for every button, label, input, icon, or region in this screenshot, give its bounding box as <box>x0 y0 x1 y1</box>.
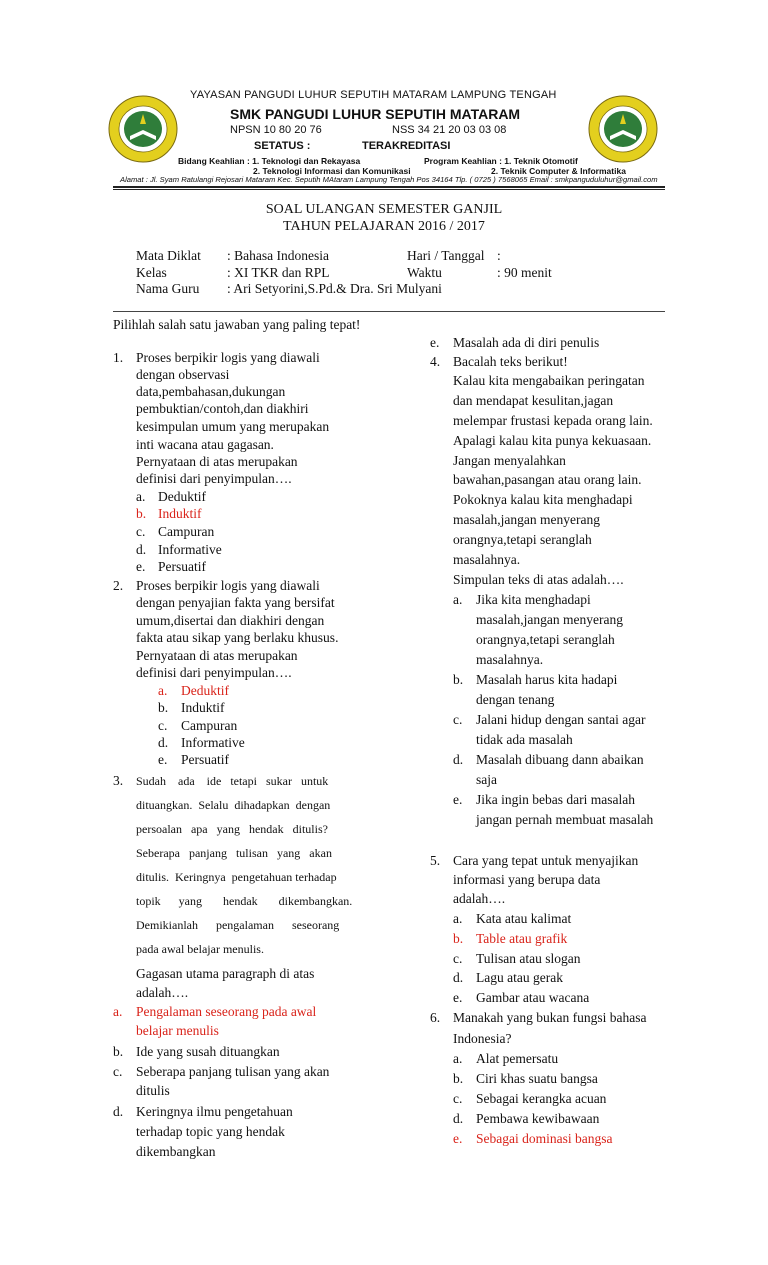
question-line: fakta atau sikap yang berlaku khusus. <box>136 630 339 645</box>
option-letter: e. <box>158 752 168 767</box>
option-text: Ciri khas suatu bangsa <box>476 1071 598 1086</box>
option-letter: d. <box>453 1111 464 1126</box>
header-divider <box>113 186 665 188</box>
option-letter-answer: b. <box>453 931 464 946</box>
question-number: 6. <box>430 1010 441 1025</box>
passage-line: masalah,jangan menyerang <box>453 512 600 527</box>
option-letter: e. <box>453 990 463 1005</box>
question-line: Indonesia? <box>453 1031 512 1046</box>
option-text: saja <box>476 772 497 787</box>
passage-line: dituangkan. Selalu dihadapkan dengan <box>136 798 331 812</box>
question-line: adalah…. <box>136 985 189 1000</box>
option-text: Campuran <box>158 524 215 539</box>
option-letter: c. <box>453 712 463 727</box>
option-letter: a. <box>453 1051 463 1066</box>
option-letter: a. <box>453 911 463 926</box>
info-label: Waktu <box>407 265 442 280</box>
option-letter: d. <box>453 970 464 985</box>
passage-line: Seberapa panjang tulisan yang akan <box>136 846 332 860</box>
option-letter: c. <box>136 524 146 539</box>
question-line: Pernyataan di atas merupakan <box>136 454 298 469</box>
question-line: informasi yang berupa data <box>453 872 601 887</box>
option-letter: d. <box>453 752 464 767</box>
option-text: Kata atau kalimat <box>476 911 572 926</box>
school-logo-right <box>588 94 658 164</box>
option-text: Jika kita menghadapi <box>476 592 591 607</box>
option-text-answer: Deduktif <box>181 683 229 698</box>
option-text: Tulisan atau slogan <box>476 951 581 966</box>
question-line: umum,disertai dan diakhiri dengan <box>136 613 325 628</box>
option-letter: d. <box>136 542 147 557</box>
option-letter: e. <box>430 335 440 350</box>
question-line: dengan penyajian fakta yang bersifat <box>136 595 335 610</box>
info-value: : Bahasa Indonesia <box>227 248 329 263</box>
option-letter: e. <box>453 792 463 807</box>
info-value: : Ari Setyorini,S.Pd.& Dra. Sri Mulyani <box>227 281 442 296</box>
option-letter: b. <box>113 1044 124 1059</box>
question-number: 5. <box>430 853 441 868</box>
bidang-1: Bidang Keahlian : 1. Teknologi dan Rekayasa <box>178 156 361 166</box>
school-logo-left <box>108 94 178 164</box>
question-line: dengan observasi <box>136 367 230 382</box>
question-line: Bacalah teks berikut! <box>453 354 568 369</box>
option-text: dikembangkan <box>136 1144 216 1159</box>
question-number: 4. <box>430 354 441 369</box>
info-value: : XI TKR dan RPL <box>227 265 330 280</box>
option-letter: b. <box>453 1071 464 1086</box>
passage-line: Kalau kita mengabaikan peringatan <box>453 373 645 388</box>
passage-line: bawahan,pasangan atau orang lain. <box>453 472 642 487</box>
passage-line: pada awal belajar menulis. <box>136 942 264 956</box>
info-divider <box>113 311 665 312</box>
option-text: Persuatif <box>181 752 229 767</box>
option-letter: a. <box>453 592 463 607</box>
option-text: Campuran <box>181 718 238 733</box>
school-name: SMK PANGUDI LUHUR SEPUTIH MATARAM <box>230 106 521 122</box>
question-line: Gagasan utama paragraph di atas <box>136 966 315 981</box>
question-line: inti wacana atau gagasan. <box>136 437 274 452</box>
option-text: masalah,jangan menyerang <box>476 612 623 627</box>
option-letter: c. <box>453 951 463 966</box>
option-text: masalahnya. <box>476 652 544 667</box>
question-line: Manakah yang bukan fungsi bahasa <box>453 1010 647 1025</box>
school-address: Alamat : Jl. Syam Ratulangi Rejosari Mataram Kec. Seputih MAtaram Lampung Tengah Pos 34164 Tlp. ( 0725 ) 7568065 Email : smkpanguduluhur@gmail.com <box>120 175 658 184</box>
question-line: Proses berpikir logis yang diawali <box>136 350 320 365</box>
passage-line: orangnya,tetapi seranglah <box>453 532 592 547</box>
option-text: Lagu atau gerak <box>476 970 563 985</box>
passage-line: dan mendapat kesulitan,jagan <box>453 393 614 408</box>
question-line: Pernyataan di atas merupakan <box>136 648 298 663</box>
option-text-answer: Induktif <box>158 506 202 521</box>
question-line: pembuktian/contoh,dan diakhiri <box>136 401 309 416</box>
passage-line: Pokoknya kalau kita menghadapi <box>453 492 633 507</box>
option-text: Keringnya ilmu pengetahuan <box>136 1104 293 1119</box>
option-letter-answer: a. <box>113 1004 123 1019</box>
option-text-answer: Table atau grafik <box>476 931 568 946</box>
option-letter: e. <box>136 559 146 574</box>
passage-line: melempar frustasi kepada orang lain. <box>453 413 653 428</box>
npsn: NPSN 10 80 20 76 <box>230 124 322 136</box>
question-number: 1. <box>113 350 124 365</box>
info-label: Nama Guru <box>136 281 200 296</box>
option-letter: b. <box>453 672 464 687</box>
status-value: TERAKREDITASI <box>362 140 451 152</box>
passage-line: topik yang hendak dikembangkan. <box>136 894 353 908</box>
question-line: definisi dari penyimpulan…. <box>136 471 292 486</box>
option-letter: a. <box>136 489 146 504</box>
option-text: Masalah ada di diri penulis <box>453 335 600 350</box>
option-text: Informative <box>181 735 245 750</box>
foundation-name: YAYASAN PANGUDI LUHUR SEPUTIH MATARAM LAMPUNG TENGAH <box>190 89 557 101</box>
option-text: Alat pemersatu <box>476 1051 559 1066</box>
program-1: Program Keahlian : 1. Teknik Otomotif <box>424 156 578 166</box>
passage-line: persoalan apa yang hendak ditulis? <box>136 822 328 836</box>
option-letter-answer: b. <box>136 506 147 521</box>
bidang-2: 2. Teknologi Informasi dan Komunikasi <box>253 166 411 176</box>
nss: NSS 34 21 20 03 03 08 <box>392 124 507 136</box>
option-text: terhadap topic yang hendak <box>136 1124 285 1139</box>
option-text: Jika ingin bebas dari masalah <box>476 792 635 807</box>
question-line: Cara yang tepat untuk menyajikan <box>453 853 639 868</box>
option-text-answer: belajar menulis <box>136 1023 219 1038</box>
passage-line: Demikianlah pengalaman seseorang <box>136 918 340 932</box>
option-text: Informative <box>158 542 222 557</box>
option-text: Jalani hidup dengan santai agar <box>476 712 646 727</box>
option-letter: d. <box>158 735 169 750</box>
info-value: : 90 menit <box>497 265 552 280</box>
option-text: Induktif <box>181 700 225 715</box>
passage-line: ditulis. Keringnya pengetahuan terhadap <box>136 870 337 884</box>
passage-line: Sudah ada ide tetapi sukar untuk <box>136 774 329 788</box>
option-text: Persuatif <box>158 559 206 574</box>
option-letter-answer: e. <box>453 1131 463 1146</box>
option-text: Ide yang susah dituangkan <box>136 1044 280 1059</box>
question-line: Simpulan teks di atas adalah…. <box>453 572 624 587</box>
passage-line: Jangan menyalahkan <box>453 453 566 468</box>
info-value: : <box>497 248 501 263</box>
option-text: Sebagai kerangka acuan <box>476 1091 607 1106</box>
option-text: Seberapa panjang tulisan yang akan <box>136 1064 330 1079</box>
option-text: Gambar atau wacana <box>476 990 590 1005</box>
option-text: Masalah dibuang dann abaikan <box>476 752 644 767</box>
option-letter: c. <box>113 1064 123 1079</box>
option-text: orangnya,tetapi seranglah <box>476 632 615 647</box>
option-text: ditulis <box>136 1083 170 1098</box>
question-line: Proses berpikir logis yang diawali <box>136 578 320 593</box>
option-text: dengan tenang <box>476 692 555 707</box>
passage-line: masalahnya. <box>453 552 521 567</box>
program-2: 2. Teknik Computer & Informatika <box>491 166 626 176</box>
question-number: 2. <box>113 578 124 593</box>
instruction: Pilihlah salah satu jawaban yang paling tepat! <box>113 317 361 332</box>
option-text: Deduktif <box>158 489 206 504</box>
question-line: kesimpulan umum yang merupakan <box>136 419 330 434</box>
info-label: Kelas <box>136 265 167 280</box>
exam-title: SOAL ULANGAN SEMESTER GANJIL <box>265 202 503 217</box>
exam-year: TAHUN PELAJARAN 2016 / 2017 <box>283 219 485 234</box>
question-number: 3. <box>113 773 124 788</box>
option-text-answer: Pengalaman seseorang pada awal <box>136 1004 317 1019</box>
option-text: tidak ada masalah <box>476 732 573 747</box>
info-label: Mata Diklat <box>136 248 201 263</box>
status-label: SETATUS : <box>254 140 311 152</box>
option-text: Pembawa kewibawaan <box>476 1111 600 1126</box>
passage-line: Apalagi kalau kita punya kekuasaan. <box>453 433 652 448</box>
option-letter: d. <box>113 1104 124 1119</box>
header-divider-thin <box>113 189 665 190</box>
option-text: Masalah harus kita hadapi <box>476 672 618 687</box>
info-label: Hari / Tanggal <box>407 248 485 263</box>
option-letter: c. <box>158 718 168 733</box>
option-text: jangan pernah membuat masalah <box>476 812 654 827</box>
option-letter-answer: a. <box>158 683 168 698</box>
option-text-answer: Sebagai dominasi bangsa <box>476 1131 613 1146</box>
option-letter: c. <box>453 1091 463 1106</box>
question-line: definisi dari penyimpulan…. <box>136 665 292 680</box>
question-line: data,pembahasan,dukungan <box>136 384 286 399</box>
option-letter: b. <box>158 700 169 715</box>
question-line: adalah…. <box>453 891 506 906</box>
